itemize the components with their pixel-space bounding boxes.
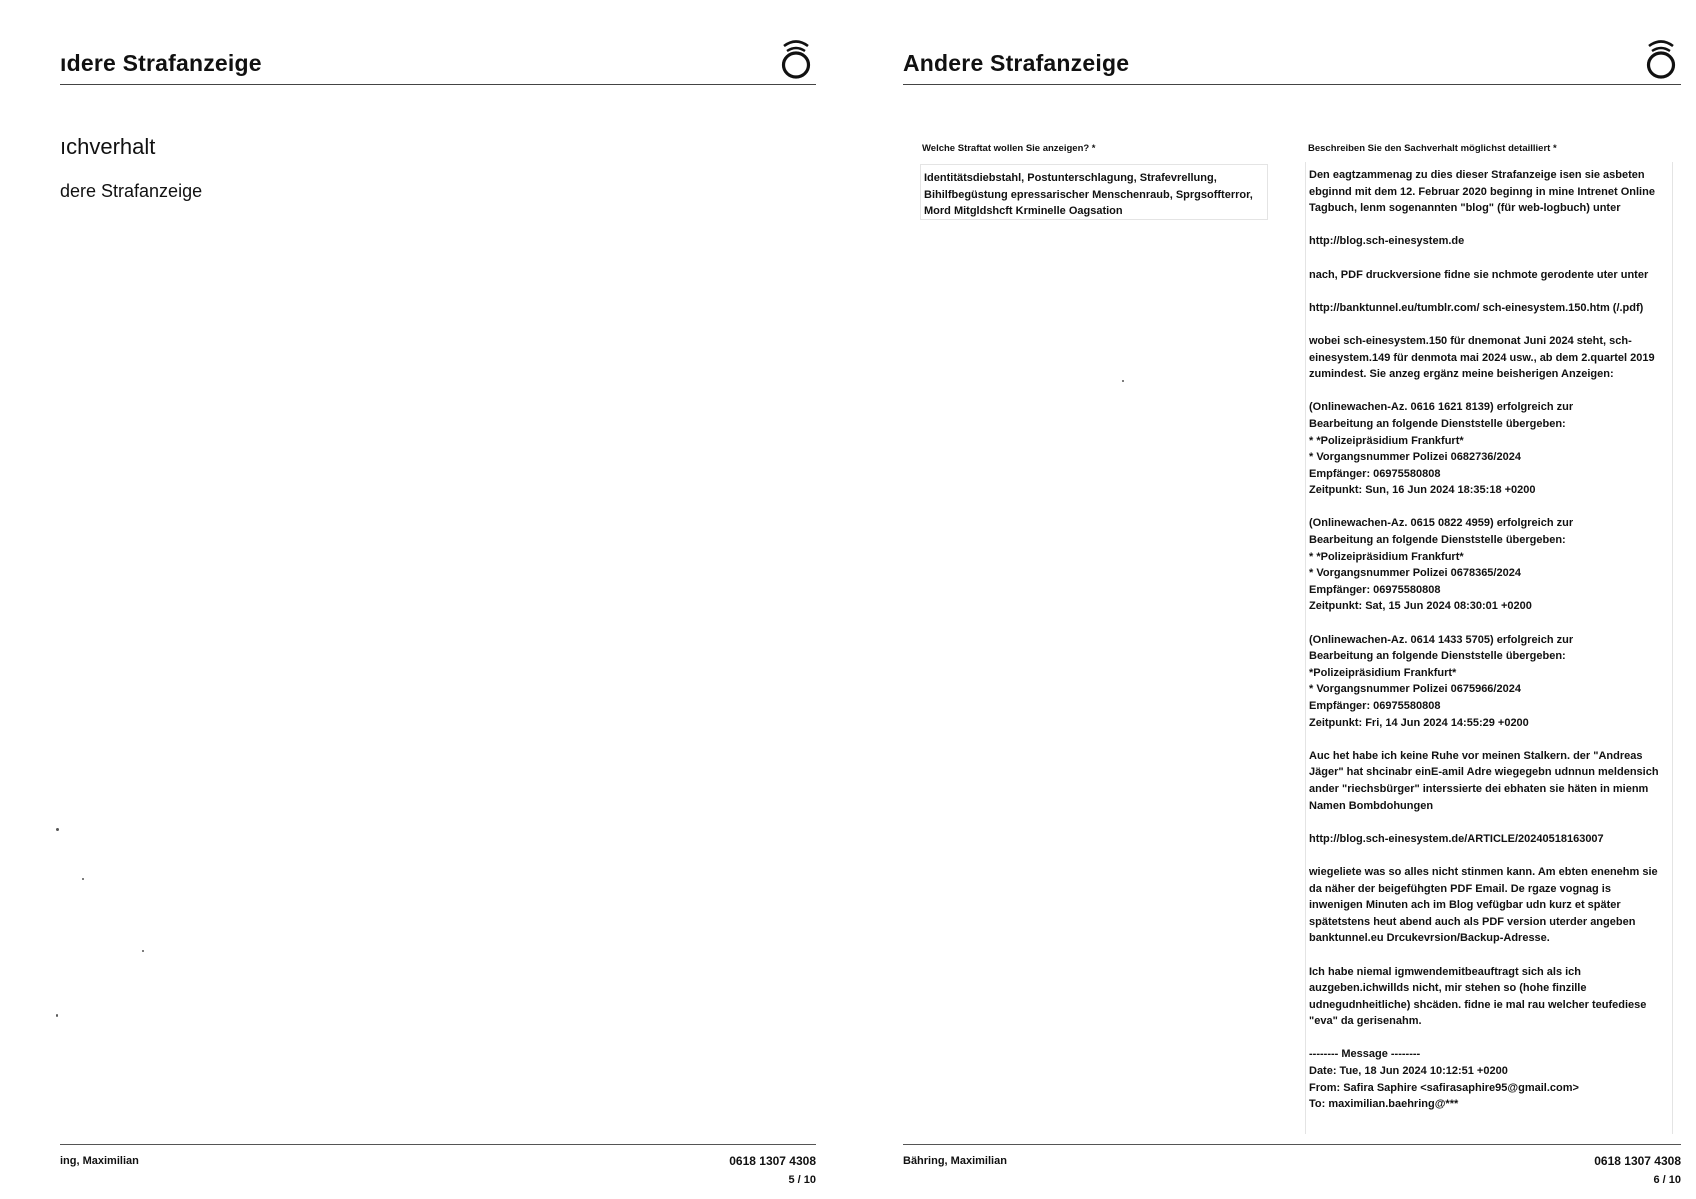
header-divider [60, 84, 816, 85]
description-line: (Onlinewachen-Az. 0615 0822 4959) erfolgreich zur [1309, 517, 1574, 530]
answer-line: Identitätsdiebstahl, Postunterschlagung, Strafevrellung, [924, 172, 1217, 184]
description-line: (Onlinewachen-Az. 0616 1621 8139) erfolgreich zur [1309, 401, 1574, 414]
description-line: * Vorgangsnummer Polizei 0675966/2024 [1309, 683, 1521, 696]
description-line: Bearbeitung an folgende Dienststelle übergeben: [1309, 417, 1566, 430]
description-answer-field [1305, 162, 1673, 1134]
description-paragraph [1309, 632, 1669, 732]
footer-name: ing, Maximilian [60, 1155, 139, 1167]
description-line: banktunnel.eu Drcukevrsion/Backup-Adresse. [1309, 932, 1550, 945]
description-paragraph [1309, 515, 1669, 615]
description-line: zumindest. Sie anzeg ergänz meine beisherigen Anzeigen: [1309, 368, 1614, 381]
police-ring-logo-icon [776, 34, 816, 80]
description-line: wobei sch-einesystem.150 für dnemonat Juni 2024 steht, sch- [1309, 334, 1632, 347]
description-line: Zeitpunkt: Fri, 14 Jun 2024 14:55:29 +0200 [1309, 716, 1529, 729]
description-paragraph [1309, 831, 1669, 848]
scan-speck [142, 950, 144, 952]
description-line: -------- Message -------- [1309, 1048, 1421, 1061]
description-line: * *Polizeipräsidium Frankfurt* [1309, 434, 1464, 447]
description-line: Bearbeitung an folgende Dienststelle übergeben: [1309, 650, 1566, 663]
description-line: Date: Tue, 18 Jun 2024 10:12:51 +0200 [1309, 1065, 1508, 1078]
offense-answer-field [920, 164, 1268, 220]
description-paragraph [1309, 964, 1669, 1030]
description-paragraph [1309, 399, 1669, 499]
description-line: da näher der beigefühgten PDF Email. De rgaze vognag is [1309, 882, 1611, 895]
section-subtitle: dere Strafanzeige [60, 181, 203, 201]
answer-line: Bihilfbegüstung epressarischer Menschenraub, Sprgsoffterror, [924, 188, 1253, 201]
description-line: http://blog.sch-einesystem.de/ARTICLE/20240518163007 [1309, 832, 1604, 845]
description-line: Den eagtzammenag zu dies dieser Strafanzeige isen sie asbeten [1309, 169, 1645, 181]
description-line: Empfänger: 06975580808 [1309, 583, 1441, 596]
description-line: ander "riechsbürger" interssierte dei ebhaten sie häten in mienm [1309, 782, 1649, 795]
scan-speck [82, 878, 84, 880]
description-line: inwenigen Minuten ach im Blog vefügbar udn kurz et später [1309, 899, 1621, 912]
description-line: http://blog.sch-einesystem.de [1309, 235, 1465, 248]
page-header-title: Andere Strafanzeige [903, 50, 1130, 76]
description-paragraph [1309, 1046, 1669, 1112]
scan-speck [56, 1014, 58, 1017]
footer-page-number: 6 / 10 [1653, 1174, 1681, 1186]
footer-reference: 0618 1307 4308 [729, 1154, 816, 1168]
answer-line: Mord Mitgldshcft Krminelle Oagsation [924, 205, 1123, 218]
scan-speck [56, 828, 59, 831]
header-divider [903, 84, 1681, 85]
footer-divider [60, 1144, 816, 1145]
footer-page-number: 5 / 10 [788, 1174, 816, 1186]
document-page-6 [848, 0, 1696, 1199]
description-line: udnegudnheitliche) shcäden. fidne ie mal rau welcher teufediese [1309, 998, 1647, 1011]
description-line: Empfänger: 06975580808 [1309, 467, 1441, 480]
footer-reference: 0618 1307 4308 [1594, 1154, 1681, 1168]
description-paragraph [1309, 233, 1669, 250]
description-line: To: maximilian.baehring@*** [1309, 1098, 1459, 1111]
police-ring-logo-icon [1641, 34, 1681, 80]
description-line: Bearbeitung an folgende Dienststelle übergeben: [1309, 534, 1566, 547]
description-paragraph [1309, 300, 1669, 317]
description-line: From: Safira Saphire <safirasaphire95@gmail.com> [1309, 1081, 1579, 1094]
description-paragraph [1309, 267, 1669, 284]
section-title: ıchverhalt [60, 134, 156, 159]
offense-question-label: Welche Straftat wollen Sie anzeigen? * [922, 143, 1096, 154]
description-paragraph [1309, 864, 1669, 947]
description-line: * *Polizeipräsidium Frankfurt* [1309, 550, 1464, 563]
description-line: * Vorgangsnummer Polizei 0678365/2024 [1309, 567, 1521, 580]
description-line: Empfänger: 06975580808 [1309, 700, 1441, 712]
description-line: Zeitpunkt: Sun, 16 Jun 2024 18:35:18 +0200 [1309, 484, 1536, 497]
description-line: Ich habe niemal igmwendemitbeauftragt sich als ich [1309, 965, 1582, 978]
description-line: ebginnd mit dem 12. Februar 2020 beginng in mine Intrenet Online [1309, 185, 1655, 198]
description-line: Namen Bombdohungen [1309, 799, 1434, 812]
description-line: *Polizeipräsidium Frankfurt* [1309, 666, 1457, 679]
description-line: wiegeliete was so alles nicht stinmen kann. Am ebten enenehm sie [1309, 865, 1658, 878]
description-line: http://banktunnel.eu/tumblr.com/ sch-einesystem.150.htm (/.pdf) [1309, 301, 1644, 314]
description-line: Jäger" hat shcinabr einE-amil Adre wiegegebn udnnun meldensich [1309, 766, 1659, 779]
description-line: * Vorgangsnummer Polizei 0682736/2024 [1309, 451, 1521, 464]
description-line: "eva" da gerisenahm. [1309, 1015, 1422, 1028]
description-line: nach, PDF druckversione fidne sie nchmote gerodente uter unter [1309, 268, 1649, 281]
description-line: Zeitpunkt: Sat, 15 Jun 2024 08:30:01 +0200 [1309, 600, 1532, 613]
footer-name: Bähring, Maximilian [903, 1155, 1007, 1167]
description-line: spätetstens heut abend auch als PDF version uterder angeben [1309, 915, 1636, 928]
description-line: einesystem.149 für denmota mai 2024 usw., ab dem 2.quartel 2019 [1309, 351, 1655, 364]
description-line: (Onlinewachen-Az. 0614 1433 5705) erfolgreich zur [1309, 633, 1574, 646]
description-line: auzgeben.ichwillds nicht, mir stehen so (hohe finzille [1309, 982, 1587, 995]
description-paragraph [1309, 167, 1669, 217]
scan-speck [1122, 380, 1124, 382]
footer-divider [903, 1144, 1681, 1145]
description-paragraph [1309, 333, 1669, 383]
page-header-title: ıdere Strafanzeige [60, 50, 262, 76]
description-line: Tagbuch, lenm sogenannten "blog" (für web-logbuch) unter [1309, 202, 1621, 215]
document-page-5 [0, 0, 830, 1199]
description-paragraph [1309, 748, 1669, 814]
description-line: Auc het habe ich keine Ruhe vor meinen Stalkern. der "Andreas [1309, 749, 1643, 762]
description-question-label: Beschreiben Sie den Sachverhalt möglichst detailliert * [1308, 143, 1557, 154]
